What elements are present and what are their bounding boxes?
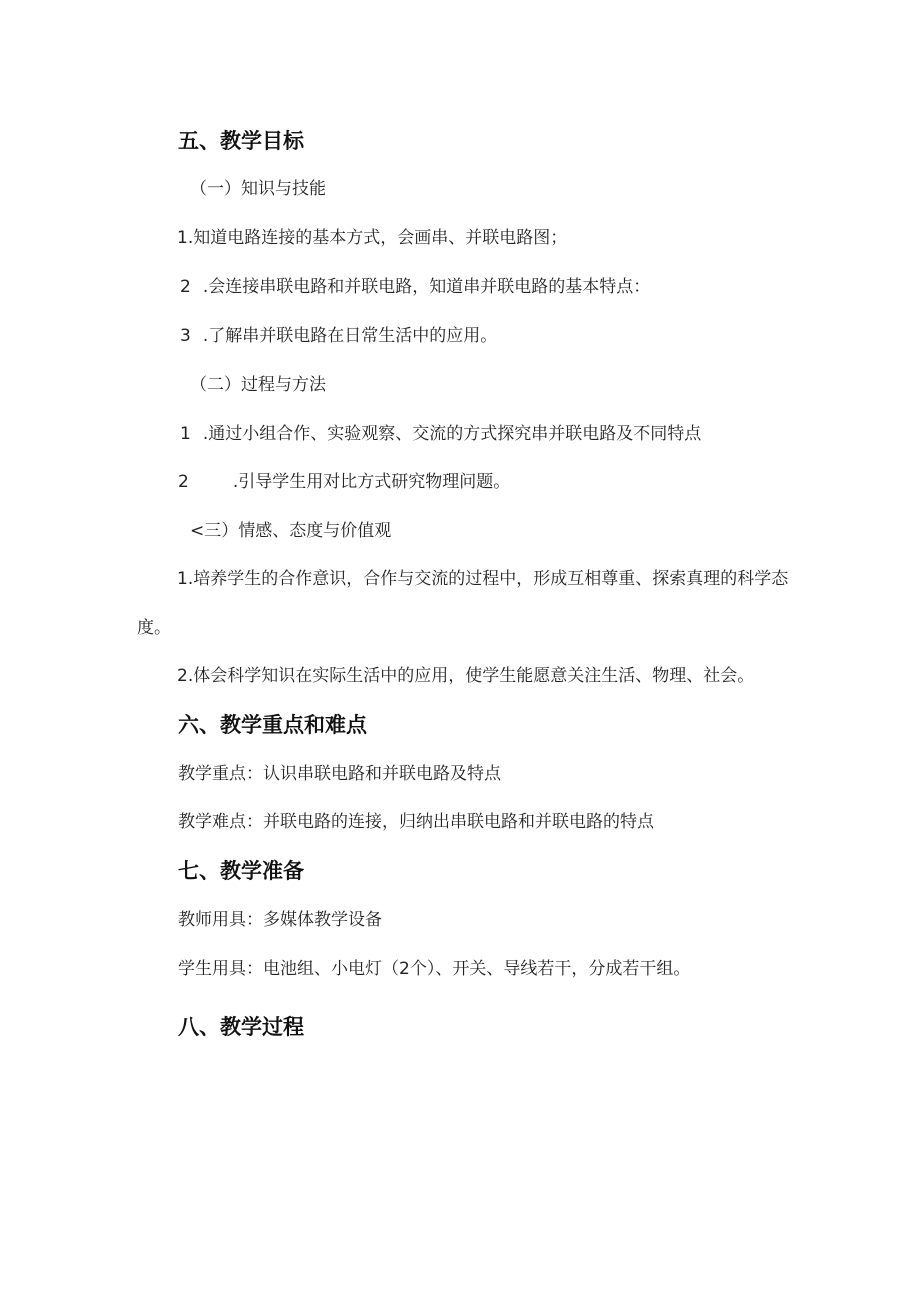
- student-materials: 学生用具：电池组、小电灯（2个）、开关、导线若干，分成若干组。: [178, 959, 691, 979]
- list-number: 2: [180, 277, 191, 297]
- list-text: .引导学生用对比方式研究物理问题。: [232, 472, 511, 492]
- teaching-key-point: 教学重点：认识串联电路和并联电路及特点: [178, 764, 501, 784]
- section-heading-key-points: 六、教学重点和难点: [178, 713, 367, 737]
- objective-item-3-2: 2.体会科学知识在实际生活中的应用，使学生能愿意关注生活、物理、社会。: [177, 666, 755, 686]
- teaching-difficult-point: 教学难点：并联电路的连接，归纳出串联电路和并联电路的特点: [178, 812, 654, 832]
- objective-item-2-2: [178, 474, 510, 491]
- objective-item-1-2: [180, 279, 650, 296]
- section-heading-process: 八、教学过程: [178, 1015, 304, 1039]
- list-number: 1: [180, 424, 191, 444]
- subheading-knowledge-skills: （一）知识与技能: [190, 179, 326, 199]
- objective-item-2-1: [180, 426, 701, 443]
- list-number: 2: [178, 472, 189, 492]
- subheading-process-methods: （二）过程与方法: [190, 375, 326, 395]
- objective-item-3-1: 1.培养学生的合作意识，合作与交流的过程中，形成互相尊重、探索真理的科学态: [177, 569, 789, 589]
- list-number: 3: [180, 326, 191, 346]
- objective-item-1-1: 1.知道电路连接的基本方式，会画串、并联电路图；: [177, 228, 568, 248]
- section-heading-preparation: 七、教学准备: [178, 859, 304, 883]
- section-heading-objectives: 五、教学目标: [178, 129, 304, 153]
- objective-item-1-3: [180, 328, 497, 345]
- teacher-materials: 教师用具：多媒体教学设备: [178, 910, 382, 930]
- subheading-emotion-values: <三）情感、态度与价值观: [190, 521, 392, 541]
- list-text: .通过小组合作、实验观察、交流的方式探究串并联电路及不同特点: [202, 424, 702, 444]
- list-text: .会连接串联电路和并联电路，知道串并联电路的基本特点：: [202, 277, 651, 297]
- list-text: .了解串并联电路在日常生活中的应用。: [202, 326, 498, 346]
- objective-item-3-1-continued: 度。: [137, 618, 171, 638]
